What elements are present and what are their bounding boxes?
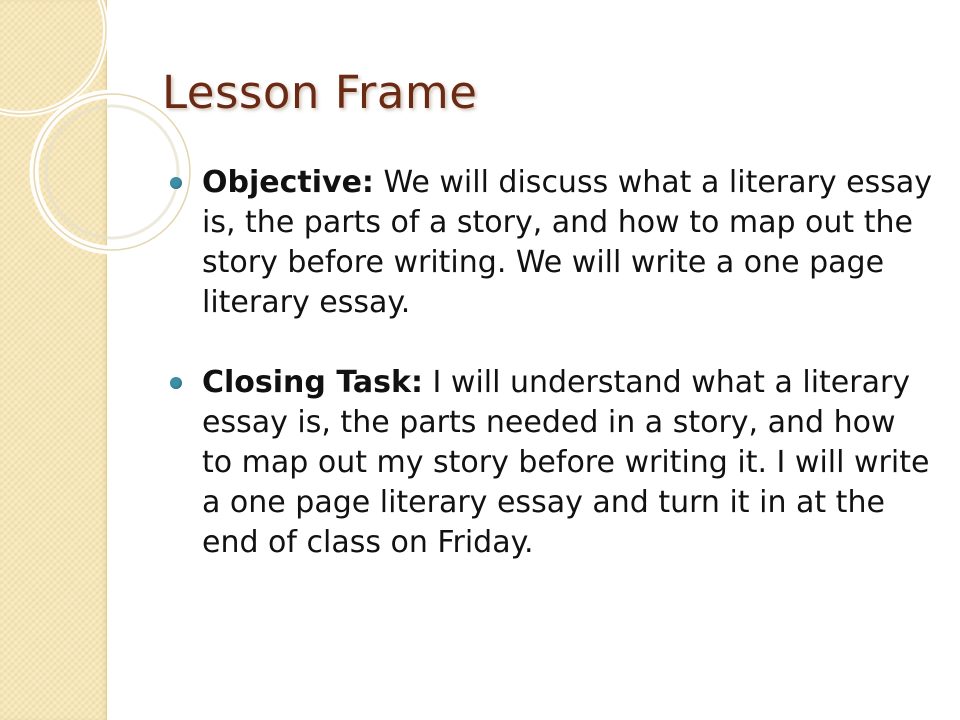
bullet-label: Objective: — [202, 165, 374, 200]
bullet-objective — [170, 163, 935, 323]
bullet-label: Closing Task: — [202, 365, 423, 400]
bullet-dot-icon — [170, 177, 182, 189]
bullet-text: I will understand what a literary essay is, the parts needed in a story, and how to map out my story before writing it. I will write a one page literary essay and turn it in at the end of class on Friday. — [202, 365, 930, 560]
bullet-dot-icon — [170, 377, 182, 389]
slide-title: Lesson Frame — [162, 66, 478, 119]
bullet-list — [170, 163, 935, 603]
bullet-text: We will discuss what a literary essay is, the parts of a story, and how to map out the story before writing. We will write a one page literary essay. — [202, 165, 932, 320]
bullet-closing-task — [170, 363, 935, 563]
